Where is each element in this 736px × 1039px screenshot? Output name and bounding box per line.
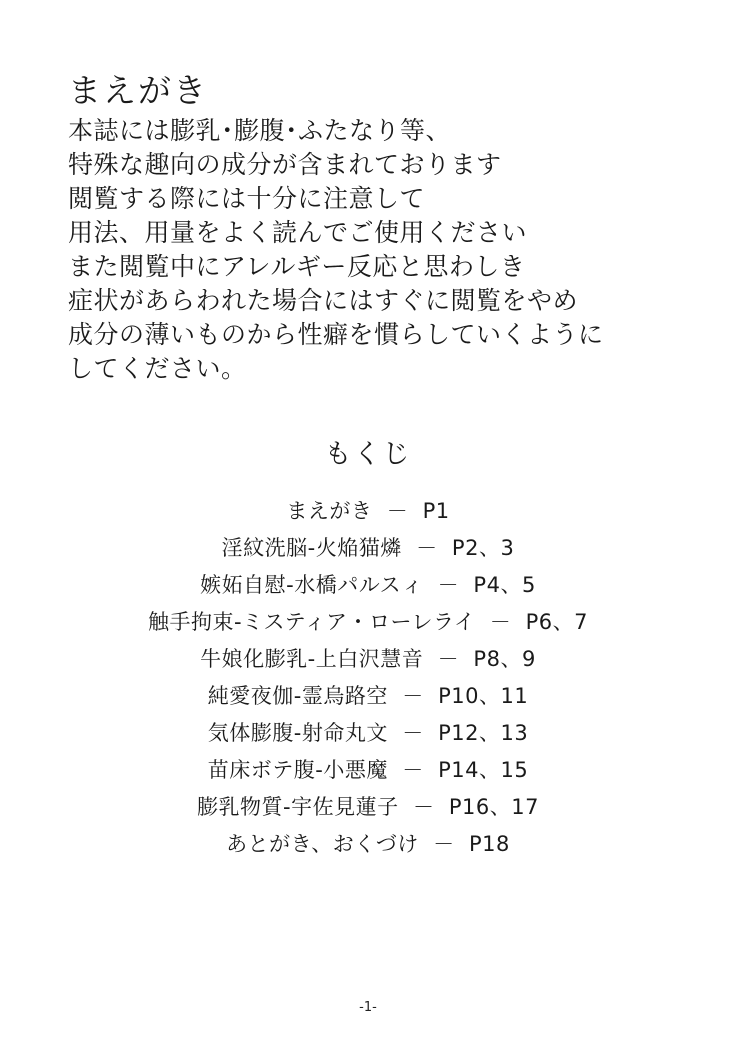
toc-entry: まえがき － P1	[286, 499, 450, 523]
toc-entry: 嫉妬自慰-水橋パルスィ － P4、5	[200, 573, 536, 597]
toc-list	[0, 493, 736, 863]
preface-line: 本誌には膨乳･膨腹･ふたなり等、	[68, 115, 452, 145]
toc-entry: 触手拘束-ミスティア・ローレライ － P6、7	[147, 610, 588, 634]
toc-entry: あとがき、おくづけ － P18	[226, 832, 510, 856]
preface-line: 症状があらわれた場合にはすぐに閲覧をやめ	[68, 285, 579, 315]
preface-title: まえがき	[68, 71, 208, 110]
preface-line: してください。	[68, 353, 247, 383]
toc-entry: 牛娘化膨乳-上白沢慧音 － P8、9	[200, 647, 536, 671]
toc-title: もくじ	[324, 439, 412, 470]
preface-body	[68, 114, 678, 386]
preface-line: 成分の薄いものから性癖を慣らしていくように	[68, 319, 604, 349]
preface-section	[68, 72, 678, 386]
page-number: -1-	[359, 1000, 377, 1015]
toc-entry: 膨乳物質-宇佐見蓮子 － P16、17	[197, 795, 539, 819]
toc-entry: 気体膨腹-射命丸文 － P12、13	[207, 721, 529, 745]
table-of-contents	[0, 432, 736, 863]
preface-line: 閲覧する際には十分に注意して	[68, 183, 426, 213]
toc-entry: 淫紋洗脳-火焔猫燐 － P2、3	[221, 536, 515, 560]
toc-entry: 純愛夜伽-霊烏路空 － P10、11	[207, 684, 529, 708]
preface-line: また閲覧中にアレルギー反応と思わしき	[68, 251, 526, 281]
toc-entry: 苗床ボテ腹-小悪魔 － P14、15	[207, 758, 529, 782]
preface-line: 特殊な趣向の成分が含まれております	[68, 149, 502, 179]
preface-line: 用法、用量をよく読んでご使用ください	[68, 217, 528, 247]
